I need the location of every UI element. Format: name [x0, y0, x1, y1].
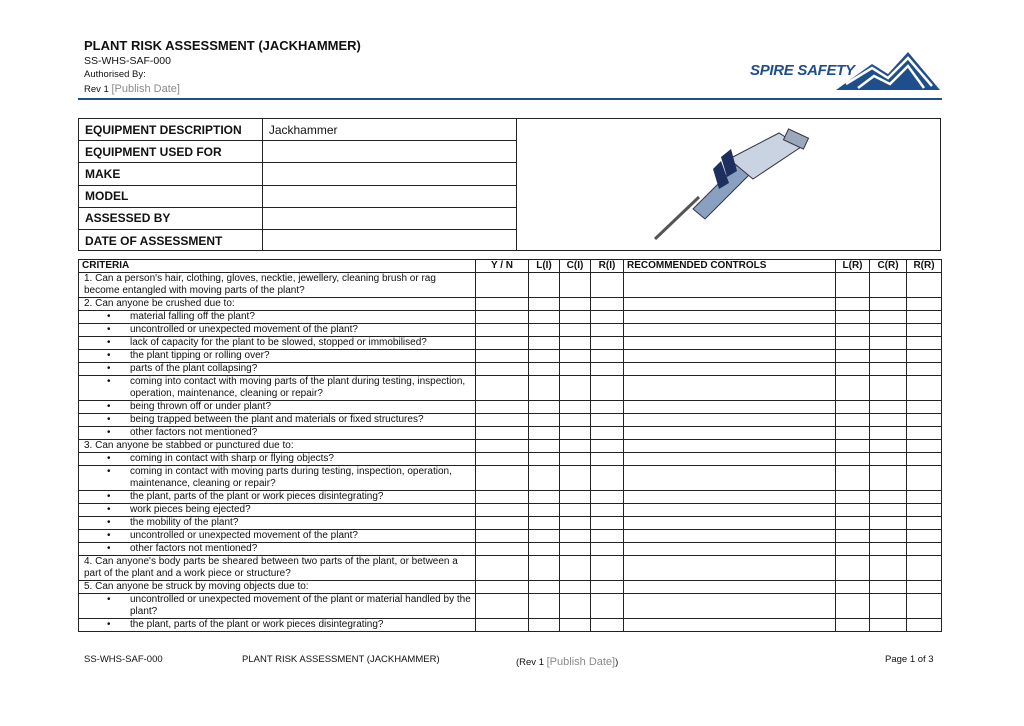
yn-cell[interactable] — [476, 594, 529, 619]
table-row — [79, 594, 942, 619]
li-cell[interactable] — [529, 324, 560, 337]
lr-cell[interactable] — [836, 594, 870, 619]
lr-cell[interactable] — [836, 530, 870, 543]
company-logo — [750, 50, 940, 92]
table-row — [79, 363, 942, 376]
li-cell[interactable] — [529, 376, 560, 401]
table-row — [79, 311, 942, 324]
controls-cell[interactable] — [624, 337, 836, 350]
controls-cell[interactable] — [624, 466, 836, 491]
criteria-bullet: • being trapped between the plant and materials or fixed structures? — [79, 414, 476, 427]
ci-cell[interactable] — [560, 504, 591, 517]
cr-cell[interactable] — [870, 427, 907, 440]
info-value[interactable]: Jackhammer — [262, 119, 516, 141]
controls-cell[interactable] — [624, 350, 836, 363]
controls-cell[interactable] — [624, 401, 836, 414]
ri-cell[interactable] — [591, 504, 624, 517]
table-row — [79, 556, 942, 581]
ri-cell[interactable] — [591, 440, 624, 453]
yn-cell[interactable] — [476, 401, 529, 414]
cr-cell[interactable] — [870, 350, 907, 363]
lr-cell[interactable] — [836, 466, 870, 491]
cr-cell[interactable] — [870, 273, 907, 298]
li-cell[interactable] — [529, 363, 560, 376]
revision — [84, 83, 180, 95]
ci-cell[interactable] — [560, 517, 591, 530]
ci-cell[interactable] — [560, 453, 591, 466]
rr-cell[interactable] — [907, 376, 942, 401]
controls-cell[interactable] — [624, 376, 836, 401]
rr-cell[interactable] — [907, 337, 942, 350]
criteria-bullet: • coming in contact with moving parts during testing, inspection, operation, maintenance, cleaning or repair? — [79, 466, 476, 491]
table-row — [79, 453, 942, 466]
lr-cell[interactable] — [836, 414, 870, 427]
ri-cell[interactable] — [591, 543, 624, 556]
criteria-bullet: • uncontrolled or unexpected movement of the plant? — [79, 324, 476, 337]
li-cell[interactable] — [529, 466, 560, 491]
ci-cell[interactable] — [560, 363, 591, 376]
ci-cell[interactable] — [560, 324, 591, 337]
yn-cell[interactable] — [476, 324, 529, 337]
cr-cell[interactable] — [870, 376, 907, 401]
cr-cell[interactable] — [870, 491, 907, 504]
rev-label: Rev 1 — [84, 84, 109, 95]
col-li: L(I) — [529, 260, 560, 273]
yn-cell[interactable] — [476, 298, 529, 311]
lr-cell[interactable] — [836, 298, 870, 311]
authorised-by: Authorised By: — [84, 69, 146, 80]
controls-cell[interactable] — [624, 619, 836, 632]
info-row — [79, 141, 517, 163]
cr-cell[interactable] — [870, 543, 907, 556]
table-row — [79, 273, 942, 298]
cr-cell[interactable] — [870, 466, 907, 491]
li-cell[interactable] — [529, 440, 560, 453]
footer-revision — [516, 656, 618, 668]
yn-cell[interactable] — [476, 440, 529, 453]
cr-cell[interactable] — [870, 581, 907, 594]
criteria-table — [78, 259, 942, 632]
table-row — [79, 517, 942, 530]
criteria-bullet: • coming in contact with sharp or flying objects? — [79, 453, 476, 466]
rr-cell[interactable] — [907, 504, 942, 517]
yn-cell[interactable] — [476, 337, 529, 350]
criteria-question: 2. Can anyone be crushed due to: — [79, 298, 476, 311]
lr-cell[interactable] — [836, 581, 870, 594]
footer-publish-placeholder: [Publish Date] — [546, 656, 616, 668]
ci-cell[interactable] — [560, 427, 591, 440]
rr-cell[interactable] — [907, 594, 942, 619]
li-cell[interactable] — [529, 530, 560, 543]
lr-cell[interactable] — [836, 376, 870, 401]
rr-cell[interactable] — [907, 363, 942, 376]
cr-cell[interactable] — [870, 363, 907, 376]
criteria-header-row — [79, 260, 942, 273]
criteria-bullet: • the plant, parts of the plant or work pieces disintegrating? — [79, 619, 476, 632]
cr-cell[interactable] — [870, 453, 907, 466]
info-value[interactable] — [262, 229, 516, 251]
col-cr: C(R) — [870, 260, 907, 273]
rr-cell[interactable] — [907, 324, 942, 337]
info-label: ASSESSED BY — [79, 207, 262, 229]
rr-cell[interactable] — [907, 453, 942, 466]
rr-cell[interactable] — [907, 491, 942, 504]
lr-cell[interactable] — [836, 504, 870, 517]
rr-cell[interactable] — [907, 298, 942, 311]
controls-cell[interactable] — [624, 543, 836, 556]
lr-cell[interactable] — [836, 517, 870, 530]
logo-text: SPIRE SAFETY — [750, 62, 855, 79]
ci-cell[interactable] — [560, 556, 591, 581]
lr-cell[interactable] — [836, 401, 870, 414]
li-cell[interactable] — [529, 311, 560, 324]
yn-cell[interactable] — [476, 363, 529, 376]
lr-cell[interactable] — [836, 311, 870, 324]
col-lr: L(R) — [836, 260, 870, 273]
criteria-body — [79, 273, 942, 632]
lr-cell[interactable] — [836, 324, 870, 337]
ri-cell[interactable] — [591, 453, 624, 466]
rr-cell[interactable] — [907, 401, 942, 414]
doc-code: SS-WHS-SAF-000 — [84, 55, 171, 67]
rr-cell[interactable] — [907, 581, 942, 594]
ri-cell[interactable] — [591, 594, 624, 619]
criteria-bullet: • the mobility of the plant? — [79, 517, 476, 530]
ri-cell[interactable] — [591, 311, 624, 324]
col-rr: R(R) — [907, 260, 942, 273]
ri-cell[interactable] — [591, 530, 624, 543]
cr-cell[interactable] — [870, 619, 907, 632]
ri-cell[interactable] — [591, 427, 624, 440]
table-row — [79, 401, 942, 414]
table-row — [79, 504, 942, 517]
yn-cell[interactable] — [476, 427, 529, 440]
ci-cell[interactable] — [560, 414, 591, 427]
ri-cell[interactable] — [591, 298, 624, 311]
page-number: Page 1 of 3 — [885, 654, 934, 665]
ci-cell[interactable] — [560, 376, 591, 401]
jackhammer-icon — [517, 119, 940, 250]
info-label: MAKE — [79, 163, 262, 185]
ci-cell[interactable] — [560, 273, 591, 298]
ri-cell[interactable] — [591, 581, 624, 594]
yn-cell[interactable] — [476, 530, 529, 543]
table-row — [79, 543, 942, 556]
li-cell[interactable] — [529, 337, 560, 350]
ri-cell[interactable] — [591, 414, 624, 427]
criteria-question: 1. Can a person's hair, clothing, gloves, necktie, jewellery, cleaning brush or rag become entangled with moving parts of the plant? — [79, 273, 476, 298]
table-row — [79, 337, 942, 350]
table-row — [79, 440, 942, 453]
lr-cell[interactable] — [836, 491, 870, 504]
footer-rev-label: (Rev 1 — [516, 657, 544, 668]
yn-cell[interactable] — [476, 619, 529, 632]
rr-cell[interactable] — [907, 556, 942, 581]
li-cell[interactable] — [529, 491, 560, 504]
table-row — [79, 619, 942, 632]
criteria-question: 5. Can anyone be struck by moving objects due to: — [79, 581, 476, 594]
ci-cell[interactable] — [560, 350, 591, 363]
ci-cell[interactable] — [560, 440, 591, 453]
criteria-bullet: • the plant tipping or rolling over? — [79, 350, 476, 363]
rr-cell[interactable] — [907, 414, 942, 427]
criteria-bullet: • work pieces being ejected? — [79, 504, 476, 517]
controls-cell[interactable] — [624, 594, 836, 619]
lr-cell[interactable] — [836, 619, 870, 632]
table-row — [79, 376, 942, 401]
criteria-bullet: • being thrown off or under plant? — [79, 401, 476, 414]
criteria-bullet: • coming into contact with moving parts of the plant during testing, inspection, operation, maintenance, cleaning or repair? — [79, 376, 476, 401]
criteria-bullet: • material falling off the plant? — [79, 311, 476, 324]
cr-cell[interactable] — [870, 324, 907, 337]
yn-cell[interactable] — [476, 543, 529, 556]
li-cell[interactable] — [529, 453, 560, 466]
controls-cell[interactable] — [624, 311, 836, 324]
cr-cell[interactable] — [870, 517, 907, 530]
info-value[interactable] — [262, 207, 516, 229]
criteria-bullet: • lack of capacity for the plant to be slowed, stopped or immobilised? — [79, 337, 476, 350]
lr-cell[interactable] — [836, 556, 870, 581]
criteria-bullet: • other factors not mentioned? — [79, 427, 476, 440]
ci-cell[interactable] — [560, 543, 591, 556]
controls-cell[interactable] — [624, 504, 836, 517]
col-ri: R(I) — [591, 260, 624, 273]
equipment-info-table — [79, 119, 517, 251]
lr-cell[interactable] — [836, 337, 870, 350]
rr-cell[interactable] — [907, 543, 942, 556]
cr-cell[interactable] — [870, 414, 907, 427]
ri-cell[interactable] — [591, 517, 624, 530]
cr-cell[interactable] — [870, 530, 907, 543]
yn-cell[interactable] — [476, 466, 529, 491]
ri-cell[interactable] — [591, 337, 624, 350]
yn-cell[interactable] — [476, 581, 529, 594]
li-cell[interactable] — [529, 414, 560, 427]
ri-cell[interactable] — [591, 401, 624, 414]
cr-cell[interactable] — [870, 440, 907, 453]
criteria-bullet: • uncontrolled or unexpected movement of the plant? — [79, 530, 476, 543]
page-title: PLANT RISK ASSESSMENT (JACKHAMMER) — [84, 38, 361, 53]
controls-cell[interactable] — [624, 517, 836, 530]
controls-cell[interactable] — [624, 427, 836, 440]
ri-cell[interactable] — [591, 363, 624, 376]
ci-cell[interactable] — [560, 491, 591, 504]
info-label: EQUIPMENT DESCRIPTION — [79, 119, 262, 141]
li-cell[interactable] — [529, 594, 560, 619]
rr-cell[interactable] — [907, 311, 942, 324]
ri-cell[interactable] — [591, 350, 624, 363]
footer-title: PLANT RISK ASSESSMENT (JACKHAMMER) — [242, 654, 440, 665]
info-row — [79, 119, 517, 141]
table-row — [79, 298, 942, 311]
publish-date-placeholder: [Publish Date] — [111, 83, 180, 95]
footer-doc-code: SS-WHS-SAF-000 — [84, 654, 163, 665]
criteria-bullet: • other factors not mentioned? — [79, 543, 476, 556]
table-row — [79, 350, 942, 363]
lr-cell[interactable] — [836, 363, 870, 376]
ci-cell[interactable] — [560, 401, 591, 414]
table-row — [79, 324, 942, 337]
yn-cell[interactable] — [476, 414, 529, 427]
yn-cell[interactable] — [476, 453, 529, 466]
cr-cell[interactable] — [870, 594, 907, 619]
li-cell[interactable] — [529, 298, 560, 311]
col-recommended-controls: RECOMMENDED CONTROLS — [624, 260, 836, 273]
table-row — [79, 466, 942, 491]
cr-cell[interactable] — [870, 401, 907, 414]
lr-cell[interactable] — [836, 427, 870, 440]
rr-cell[interactable] — [907, 517, 942, 530]
li-cell[interactable] — [529, 517, 560, 530]
table-row — [79, 581, 942, 594]
col-ci: C(I) — [560, 260, 591, 273]
cr-cell[interactable] — [870, 504, 907, 517]
info-row — [79, 229, 517, 251]
info-row — [79, 163, 517, 185]
yn-cell[interactable] — [476, 311, 529, 324]
ri-cell[interactable] — [591, 273, 624, 298]
criteria-question: 4. Can anyone's body parts be sheared between two parts of the plant, or between a part of the plant and a work piece or structure? — [79, 556, 476, 581]
li-cell[interactable] — [529, 401, 560, 414]
li-cell[interactable] — [529, 273, 560, 298]
info-row — [79, 185, 517, 207]
ri-cell[interactable] — [591, 324, 624, 337]
ri-cell[interactable] — [591, 376, 624, 401]
table-row — [79, 491, 942, 504]
ri-cell[interactable] — [591, 619, 624, 632]
criteria-question: 3. Can anyone be stabbed or punctured due to: — [79, 440, 476, 453]
header-rule — [78, 98, 942, 100]
ci-cell[interactable] — [560, 298, 591, 311]
controls-cell[interactable] — [624, 440, 836, 453]
info-value[interactable] — [262, 141, 516, 163]
table-row — [79, 530, 942, 543]
info-label: MODEL — [79, 185, 262, 207]
ci-cell[interactable] — [560, 581, 591, 594]
table-row — [79, 414, 942, 427]
cr-cell[interactable] — [870, 337, 907, 350]
lr-cell[interactable] — [836, 350, 870, 363]
ri-cell[interactable] — [591, 491, 624, 504]
col-criteria: CRITERIA — [79, 260, 476, 273]
yn-cell[interactable] — [476, 273, 529, 298]
yn-cell[interactable] — [476, 376, 529, 401]
lr-cell[interactable] — [836, 453, 870, 466]
li-cell[interactable] — [529, 543, 560, 556]
controls-cell[interactable] — [624, 453, 836, 466]
table-row — [79, 427, 942, 440]
rr-cell[interactable] — [907, 530, 942, 543]
cr-cell[interactable] — [870, 556, 907, 581]
cr-cell[interactable] — [870, 311, 907, 324]
li-cell[interactable] — [529, 427, 560, 440]
ci-cell[interactable] — [560, 311, 591, 324]
mountain-logo-icon — [836, 50, 940, 92]
li-cell[interactable] — [529, 556, 560, 581]
lr-cell[interactable] — [836, 273, 870, 298]
ci-cell[interactable] — [560, 619, 591, 632]
controls-cell[interactable] — [624, 298, 836, 311]
li-cell[interactable] — [529, 350, 560, 363]
equipment-info-box — [78, 118, 941, 251]
rr-cell[interactable] — [907, 440, 942, 453]
controls-cell[interactable] — [624, 414, 836, 427]
ci-cell[interactable] — [560, 530, 591, 543]
info-row — [79, 207, 517, 229]
footer-rev-close: ) — [615, 657, 619, 668]
info-label: EQUIPMENT USED FOR — [79, 141, 262, 163]
lr-cell[interactable] — [836, 440, 870, 453]
yn-cell[interactable] — [476, 556, 529, 581]
controls-cell[interactable] — [624, 363, 836, 376]
controls-cell[interactable] — [624, 556, 836, 581]
info-value[interactable] — [262, 185, 516, 207]
controls-cell[interactable] — [624, 581, 836, 594]
info-value[interactable] — [262, 163, 516, 185]
yn-cell[interactable] — [476, 491, 529, 504]
controls-cell[interactable] — [624, 273, 836, 298]
col-yn: Y / N — [476, 260, 529, 273]
ci-cell[interactable] — [560, 337, 591, 350]
li-cell[interactable] — [529, 619, 560, 632]
ci-cell[interactable] — [560, 466, 591, 491]
yn-cell[interactable] — [476, 504, 529, 517]
cr-cell[interactable] — [870, 298, 907, 311]
ri-cell[interactable] — [591, 466, 624, 491]
controls-cell[interactable] — [624, 530, 836, 543]
rr-cell[interactable] — [907, 427, 942, 440]
yn-cell[interactable] — [476, 517, 529, 530]
li-cell[interactable] — [529, 504, 560, 517]
criteria-bullet: • the plant, parts of the plant or work pieces disintegrating? — [79, 491, 476, 504]
info-label: DATE OF ASSESSMENT — [79, 229, 262, 251]
equipment-image-cell — [517, 119, 940, 250]
li-cell[interactable] — [529, 581, 560, 594]
criteria-bullet: • parts of the plant collapsing? — [79, 363, 476, 376]
ri-cell[interactable] — [591, 556, 624, 581]
controls-cell[interactable] — [624, 491, 836, 504]
rr-cell[interactable] — [907, 350, 942, 363]
lr-cell[interactable] — [836, 543, 870, 556]
controls-cell[interactable] — [624, 324, 836, 337]
criteria-bullet: • uncontrolled or unexpected movement of the plant or material handled by the plant? — [79, 594, 476, 619]
rr-cell[interactable] — [907, 466, 942, 491]
ci-cell[interactable] — [560, 594, 591, 619]
yn-cell[interactable] — [476, 350, 529, 363]
rr-cell[interactable] — [907, 273, 942, 298]
rr-cell[interactable] — [907, 619, 942, 632]
